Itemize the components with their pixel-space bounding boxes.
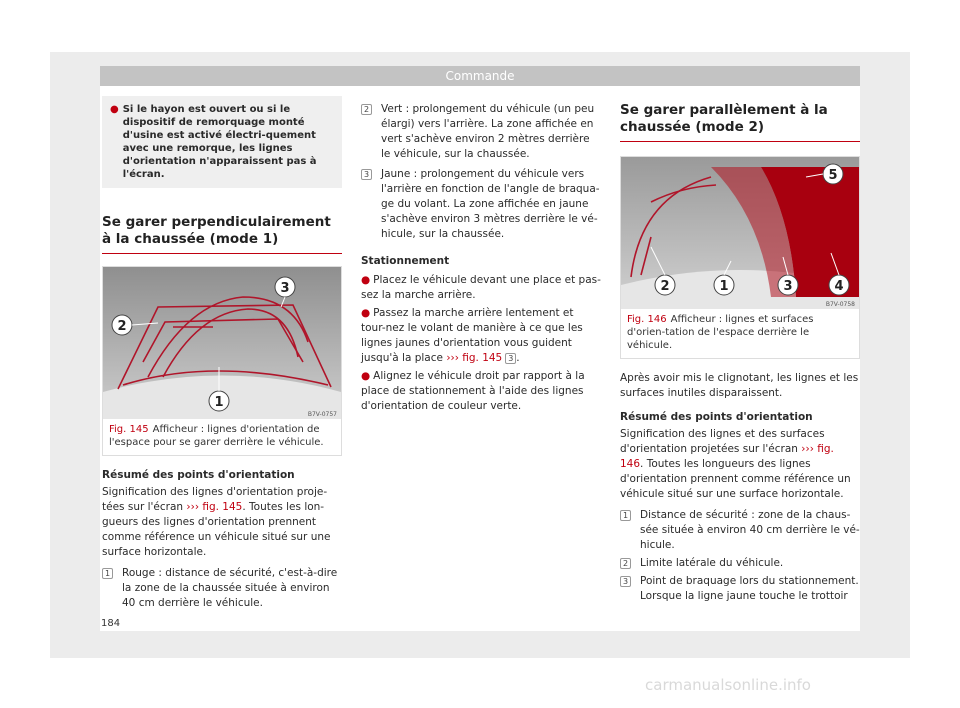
- marker-2: [655, 275, 675, 295]
- column-3: [620, 102, 860, 604]
- figure-145: [102, 266, 342, 456]
- column-2: [361, 102, 601, 414]
- parking-title: Stationnement: [361, 255, 450, 267]
- page-number: 184: [101, 618, 121, 629]
- svg-text:3: 3: [280, 281, 290, 296]
- heading-mode-2: Se garer parallèlement à la chaussée (mode 2): [620, 102, 860, 142]
- marker-3: [778, 275, 798, 295]
- svg-text:1: 1: [719, 279, 729, 294]
- note-text: Si le hayon est ouvert ou si le dispositif de remorquage monté d'usine est activé électri-quement avec une remorque, les lignes d'orientation n'apparaissent pas à l'écran.: [122, 104, 317, 180]
- column-1: [102, 90, 342, 611]
- list-item: 3 Point de braquage lors du stationnement. Lorsque la ligne jaune touche le trottoir: [620, 574, 860, 604]
- summary-title-2: Résumé des points d'orientation: [620, 411, 813, 423]
- marker-1: [714, 275, 734, 295]
- summary-paragraph-2: Signification des lignes et des surfaces d'orientation projetées sur l'écran ››› fig. 146. Toutes les longueurs des lignes d'orientation prennent comme référence un véhicule situé sur une surface horizontale.: [620, 428, 851, 500]
- bullet-1: ● Placez le véhicule devant une place et pas-sez la marche arrière.: [361, 274, 601, 301]
- svg-text:1: 1: [214, 395, 224, 410]
- svg-text:3: 3: [783, 279, 793, 294]
- svg-text:2: 2: [117, 319, 127, 334]
- section-header: Commande: [100, 66, 860, 86]
- heading-mode-1: Se garer perpendiculairement à la chaussée (mode 1): [102, 214, 342, 254]
- marker-3: [275, 277, 295, 297]
- fig-145-link-2[interactable]: ››› fig. 145: [446, 352, 503, 364]
- figure-145-image: [103, 267, 341, 419]
- figure-146-image: [621, 157, 859, 309]
- list-item: 1 Rouge : distance de sécurité, c'est-à-dire la zone de la chaussée située à environ 40 cm derrière le véhicule.: [102, 566, 342, 611]
- svg-text:2: 2: [660, 279, 670, 294]
- bullet-2: ● Passez la marche arrière lentement et tour-nez le volant de manière à ce que les lignes jaunes d'orientation vous guident jusqu'à la place ››› fig. 145 3 .: [361, 307, 583, 364]
- footer-watermark: carmanualsonline.info: [645, 676, 811, 694]
- marker-1: [209, 391, 229, 411]
- svg-text:5: 5: [828, 168, 838, 183]
- bullet-3: ● Alignez le véhicule droit par rapport à la place de stationnement à l'aide des lignes d'orientation de couleur verte.: [361, 370, 585, 412]
- list-item: 3 Jaune : prolongement du véhicule vers l'arrière en fonction de l'angle de braqua-ge du volant. La zone affichée en jaune s'achève environ 3 mètres derrière le vé-hicule, sur la chaussée.: [361, 167, 601, 242]
- bullet-icon: ●: [110, 104, 119, 115]
- intro-paragraph: Après avoir mis le clignotant, les lignes et les surfaces inutiles disparaissent.: [620, 372, 859, 399]
- figure-145-caption: Fig. 145 Afficheur : lignes d'orientation de l'espace pour se garer derrière le véhicule.: [109, 424, 324, 448]
- figure-146-caption: Fig. 146 Afficheur : lignes et surfaces d'orien-tation de l'espace derrière le véhicule.: [627, 314, 814, 351]
- marker-2: [112, 315, 132, 335]
- fig-146-link[interactable]: ››› fig. 146: [620, 443, 834, 470]
- summary-paragraph-1: Signification des lignes d'orientation proje-tées sur l'écran ››› fig. 145. Toutes les lon-gueurs des lignes d'orientation prennent comme référence un véhicule situé sur une surface horizontale.: [102, 486, 331, 558]
- figure-146: [620, 156, 860, 359]
- list-item: 1 Distance de sécurité : zone de la chaus-sée située à environ 40 cm derrière le vé-hicule.: [620, 508, 860, 553]
- list-item: 2 Vert : prolongement du véhicule (un peu élargi) vers l'arrière. La zone affichée en vert s'achève environ 2 mètres derrière le véhicule, sur la chaussée.: [361, 102, 601, 162]
- summary-title-1: Résumé des points d'orientation: [102, 469, 295, 481]
- list-item: 2 Limite latérale du véhicule.: [620, 556, 860, 571]
- fig-145-link[interactable]: ››› fig. 145: [186, 501, 243, 513]
- svg-text:B7V-0758: B7V-0758: [825, 301, 855, 308]
- marker-5: [823, 164, 843, 184]
- svg-text:4: 4: [834, 279, 844, 294]
- marker-4: [829, 275, 849, 295]
- note-box: [102, 96, 342, 188]
- svg-text:B7V-0757: B7V-0757: [307, 411, 337, 418]
